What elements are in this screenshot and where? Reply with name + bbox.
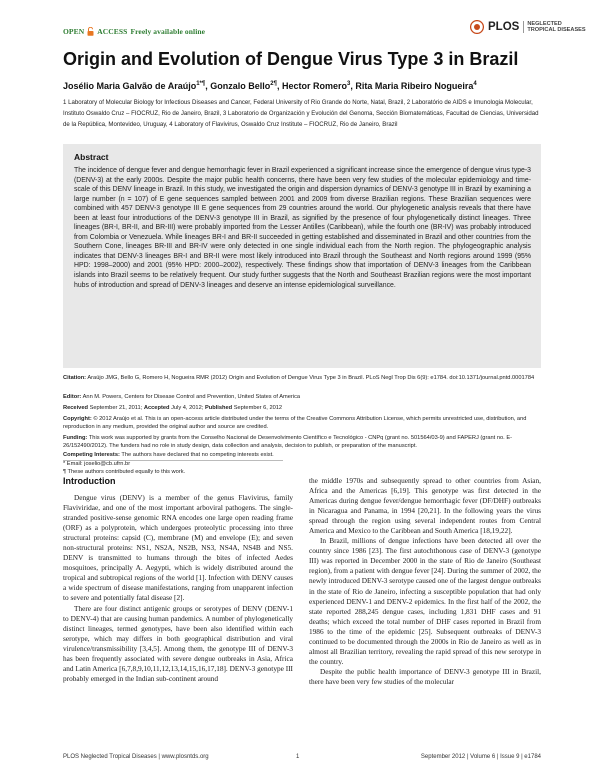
- article-title: Origin and Evolution of Dengue Virus Type 3 in Brazil: [63, 49, 519, 69]
- editor-line: Editor: Ann M. Powers, Centers for Disease Control and Prevention, United States of America: [63, 394, 301, 400]
- body-paragraph: Dengue virus (DENV) is a member of the genus Flavivirus, family Flaviviridae, and one of the most important arboviral pathogens. The single-stranded positive-sense genomic RNA encodes one large open reading frame (ORF) as a polyprotein, which undergoes proteolytic processing into three structural proteins: capsid (C), membrane (M) and envelope (E); and seven non-structural proteins: NS1, NS2A, NS2B, NS3, NS4A, NS4B and NS5. DENV is transmitted to humans through the bites of infected Aedes mosquitoes, principally A. Aegypti, which is widely distributed around the tropical and subtropical regions of the world [1]. Infection with DENV causes a wide spectrum of disease manifestations, ranging from unapparent infection to severe and potentially fatal disease [2].: [63, 493, 293, 603]
- plos-logo-icon: [470, 20, 484, 34]
- citation-line: Citation: Araújo JMG, Bello G, Romero H, Nogueira RMR (2012) Origin and Evolution of Dengue Virus Type 3 in Brazil. PLoS Negl Trop Dis 6(9): e1784. doi:10.1371/journal.pntd.0001784: [63, 375, 535, 381]
- author-1: Josélio Maria Galvão de Araújo$^{1*\P}$,: [63, 81, 211, 91]
- journal-logo: [470, 20, 589, 34]
- journal-name: NEGLECTED TROPICAL DISEASES: [523, 21, 589, 34]
- introduction-heading: Introduction: [63, 476, 116, 486]
- open-access-label: OPEN: [63, 27, 85, 36]
- author-list: [63, 81, 477, 91]
- email-line: * Email: joselio@cb.ufrn.br: [63, 461, 131, 467]
- body-paragraph: the middle 1970s and subsequently spread to other countries from Asian, Africa and the Americas [6,19]. This genotype was first detected in the Americas during dengue fever/dengue hemorrhagic fever (DF/DHF) outbreaks in Nicaragua and Panama, in 1994 [20,21]. In the following years the virus spread through the region using several independent routes from Central America and Mexico to the Caribbean and South America [18,19,22].: [309, 476, 541, 536]
- footer-journal: PLOS Neglected Tropical Diseases | www.plosntds.org: [63, 754, 209, 760]
- body-column-right: [309, 476, 541, 687]
- author-3: Hector Romero$^3$,: [281, 81, 356, 91]
- competing-interests-line: Competing Interests: The authors have declared that no competing interests exist.: [63, 452, 274, 458]
- copyright-line: Copyright: © 2012 Araújo et al. This is an open-access article distributed under the terms of the Creative Commons Attribution License, which permits unrestricted use, distribution, and reproduction in any medium, provided the original author and source are credited.: [63, 416, 527, 431]
- footer-issue: September 2012 | Volume 6 | Issue 9 | e1784: [420, 754, 541, 760]
- author-4: Rita Maria Ribeiro Nogueira$^4$: [355, 81, 477, 91]
- equal-contribution-line: ¶ These authors contributed equally to this work.: [63, 469, 186, 475]
- abstract-heading: Abstract: [74, 152, 109, 162]
- body-paragraph: There are four distinct antigenic groups or serotypes of DENV (DENV-1 to DENV-4) that are causing human pandemics. A number of phylogenetically distinct lineages, termed genotypes, have been also identified within each serotype, which may differs in both geographical distribution and viral virulence/transmissibility [3,4,5]. Among them, the genotype III of DENV-3 has been frequently associated with severe dengue outbreaks in Asia, Africa and Latin America [6,7,8,9,10,11,12,13,14,15,16,17,18]. DENV-3 genotype III probably emerged in the Indian sub-continent around: [63, 603, 293, 683]
- abstract-box: [63, 144, 541, 368]
- open-lock-icon: [87, 27, 94, 36]
- author-2: Gonzalo Bello$^{2\P}$,: [210, 81, 282, 91]
- page-header: [0, 0, 600, 40]
- dates-line: Received September 21, 2011; Accepted July 4, 2012; Published September 6, 2012: [63, 405, 283, 411]
- body-paragraph: In Brazil, millions of dengue infections have been detected all over the country since 1986 [23]. The first autochthonous case of DENV-3 (genotype III) was reported in December 2000 in the state of Rio de Janeiro (Southeast region), from a patient with dengue fever [24]. During the summer of 2002, the newly introduced DENV-3 serotype caused one of the largest dengue outbreaks in the state of Rio de Janeiro, infecting a susceptible population that had only experienced DENV-1 and DENV-2 epidemics. In the first half of the 2002, the state reported 288,245 dengue cases, including 1,831 DHF cases and 91 deaths; which exceed the total number of DHF cases reported in Brazil from 1986 to the time of the epidemic [25]. Subsequent outbreaks of DENV-3 continued to be documented through the 2000s in Rio de Janeiro as well as in almost all Brazilian territory, revealing the rapid spread of this new serotype in the country.: [309, 536, 541, 666]
- affiliations: 1 Laboratory of Molecular Biology for Infectious Diseases and Cancer, Federal University of Rio Grande do Norte, Natal, Brazil, 2 Laboratório de AIDS e Imunologia Molecular, Instituto Oswaldo Cruz – FIOCRUZ, Rio de Janeiro, Brazil, 3 Laboratorio de Organización y Evolución del Genoma, Sección Biomatemáticas, Facultad de Ciencias, Universidad de la República, Montevideo, Uruguay, 4 Laboratory of Flavivirus, Oswaldo Cruz Institute – FIOCRUZ, Rio de Janeiro, Brazil: [63, 99, 539, 128]
- open-access-badge: [63, 27, 205, 36]
- journal-plos-wordmark: PLOS: [488, 21, 520, 33]
- body-paragraph: Despite the public health importance of DENV-3 genotype III in Brazil, there have been very few studies of the molecular: [309, 666, 541, 686]
- body-column-left: [63, 493, 293, 684]
- page-number: 1: [296, 754, 300, 760]
- open-access-label-2: ACCESS: [97, 27, 128, 36]
- funding-line: Funding: This work was supported by grants from the Conselho Nacional de Desenvolvimento Científico e Tecnológico - CNPq (grant no. 501564/03-9) and FAPERJ (grant no. E-26/152490/2012). The funders had no role in study design, data collection and analysis, decision to publish, or preparation of the manuscript.: [63, 435, 513, 450]
- abstract-text: The incidence of dengue fever and dengue hemorrhagic fever in Brazil experienced a significant increase since the emergence of dengue virus type-3 (DENV-3) at the early 2000s. Despite the major public health concerns, there have been very few studies of the molecular epidemiology and time-scale of this DENV lineage in Brazil. In this study, we investigated the origin and dispersion dynamics of DENV-3 genotype III in Brazil by examining a large number (n = 107) of E gene sequences sampled between 2001 and 2009 from diverse Brazilian regions. These Brazilian sequences were combined with 457 DENV-3 genotype III E gene sequences from 29 countries around the world. Our phylogenetic analysis reveals that there have been at least four introductions of the DENV-3 genotype III in Brazil, as signified by the presence of four phylogenetically distinct lineages. Three lineages (BR-I, BR-II, and BR-III) were probably imported from the Lesser Antilles (Caribbean), while the fourth one (BR-IV) was probably introduced from Colombia or Venezuela. While lineages BR-I and BR-II succeeded in getting established and disseminated in Brazil and other countries from the Southern Cone, lineages BR-III and BR-IV were only detected in one single individual each from the North region. The phylogeographic analysis indicates that DENV-3 lineages BR-I and BR-II were most likely introduced into Brazil through the Southeast and North regions around 1999 (95% HPD: 1998–2000) and 2001 (95% HPD: 2000–2002), respectively. These findings show that importation of DENV-3 lineages from the Caribbean islands into Brazil seems to be relatively frequent. Our study further suggests that the North and Southeast Brazilian regions were the most important hubs of introduction and spread of DENV-3 lineages and deserve an intense epidemiological surveillance.: [74, 167, 531, 289]
- freely-available-label: Freely available online: [130, 27, 206, 36]
